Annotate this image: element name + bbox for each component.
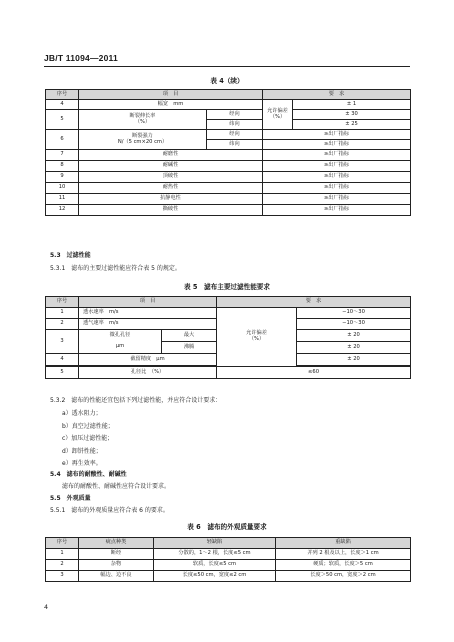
table6-caption: 表 6 滤布的外观质量要求: [187, 523, 267, 531]
table-cell: 2: [46, 560, 79, 571]
tolerance-label: 允许偏差 （%）: [263, 100, 293, 130]
table-cell: ≥出厂指标: [263, 130, 411, 140]
table-cell: ≥出厂指标: [263, 150, 411, 161]
table-cell: 顶破性: [79, 172, 263, 183]
section-5-4-title: 5.4 滤布的耐酸性、耐碱性: [50, 471, 127, 478]
tolerance-label: 允许偏差 （%）: [217, 308, 297, 367]
table-cell: 纬向: [207, 140, 263, 150]
table-cell: ± 20: [297, 330, 411, 342]
table-cell: ± 30: [293, 110, 411, 120]
table6-header-heavy: 重缺陷: [276, 538, 411, 549]
standard-code: JB/T 11094—2011: [44, 53, 118, 63]
list-item: e）再生效率。: [62, 460, 102, 467]
table-cell: 耐碱性: [79, 161, 263, 172]
table-cell: 截留精度 μm: [79, 354, 217, 366]
table-cell: 7: [46, 150, 79, 161]
table-cell: 透水速率 m/s: [79, 308, 217, 319]
list-item: b）真空过滤性能；: [62, 423, 114, 430]
table-cell: ≥出厂指标: [263, 172, 411, 183]
table-cell: −10～30: [297, 308, 411, 319]
list-item: a）透水阻力；: [62, 410, 102, 417]
table-cell: 长度≤50 cm，宽度≤2 cm: [154, 571, 276, 582]
table5-header-item: 项 目: [79, 297, 217, 308]
table-cell: 杂物: [79, 560, 154, 571]
table5: [45, 296, 411, 379]
table-cell: 8: [46, 161, 79, 172]
table-cell: 分散的，1～2 根，长度≤5 cm: [154, 549, 276, 560]
table-cell: ≥出厂指标: [263, 205, 411, 216]
table-cell: ± 1: [293, 100, 411, 110]
section-5-3-2-text: 5.3.2 滤布的性能还宜包括下列过滤性能，并应符合设计要求：: [50, 397, 222, 404]
table-cell: 11: [46, 194, 79, 205]
table-cell: 透气速率 m/s: [79, 319, 217, 330]
table-cell: 12: [46, 205, 79, 216]
header-rule: [44, 66, 410, 67]
table6-header-light: 轻缺陷: [154, 538, 276, 549]
table4-header-item: 项 目: [79, 90, 263, 100]
table-cell: 2: [46, 319, 79, 330]
table-cell: 1: [46, 549, 79, 560]
table-cell: 经向: [207, 110, 263, 120]
table-cell: 断经: [79, 549, 154, 560]
table-cell: 幅边、边不良: [79, 571, 154, 582]
table-cell: 并列 2 根及以上，长度＞1 cm: [276, 549, 411, 560]
table-cell: 4: [46, 100, 79, 110]
table5-caption: 表 5 滤布主要过滤性能要求: [183, 283, 270, 291]
table-cell: 孔径比 （%）: [79, 367, 217, 379]
section-5-3-title: 5.3 过滤性能: [50, 252, 91, 259]
section-5-5-1-text: 5.5.1 滤布的外观质量应符合表 6 的要求。: [50, 507, 169, 514]
table-cell: 耐磨性: [79, 150, 263, 161]
table-cell: 抗静电性: [79, 194, 263, 205]
page-number: 4: [44, 603, 49, 611]
table-cell: 9: [46, 172, 79, 183]
list-item: d）卸饼性能；: [62, 448, 102, 455]
table6-header-type: 疵点种类: [79, 538, 154, 549]
table-cell: −10～30: [297, 319, 411, 330]
table-cell: ≥出厂指标: [263, 194, 411, 205]
table-cell: 硬质；软质，长度＞5 cm: [276, 560, 411, 571]
section-5-4-text: 滤布的耐酸性、耐碱性应符合设计要求。: [62, 483, 171, 490]
table-cell: 幅宽 mm: [79, 100, 263, 110]
table4-caption: 表 4（续）: [210, 77, 244, 85]
table-cell: 微孔孔径 μm: [79, 330, 162, 354]
table-cell: 4: [46, 354, 79, 366]
section-5-3-1-text: 5.3.1 滤布的主要过滤性能应符合表 5 的规定。: [50, 265, 181, 272]
table-cell: 沸腾: [162, 342, 217, 354]
table-cell: ≥出厂指标: [263, 140, 411, 150]
table4: [45, 89, 411, 216]
table-cell: ≤60: [217, 367, 411, 379]
table-cell: 5: [46, 110, 79, 130]
table-cell: 经向: [207, 130, 263, 140]
table-cell: ± 20: [297, 354, 411, 366]
table-cell: 耐热性: [79, 183, 263, 194]
table-cell: 断裂伸长率 （%）: [79, 110, 207, 130]
table-cell: ≥出厂指标: [263, 161, 411, 172]
table6-header-no: 序号: [46, 538, 79, 549]
table-cell: 长度＞50 cm，宽度＞2 cm: [276, 571, 411, 582]
table-cell: 3: [46, 571, 79, 582]
table-cell: ≥出厂指标: [263, 183, 411, 194]
list-item: c）加压过滤性能；: [62, 435, 114, 442]
table-cell: 纬向: [207, 120, 263, 130]
table-cell: 断裂强力 N/（5 cm×20 cm）: [79, 130, 207, 150]
section-5-5-title: 5.5 外观质量: [50, 495, 91, 502]
table-cell: 1: [46, 308, 79, 319]
table-cell: 最大: [162, 330, 217, 342]
table-cell: ± 20: [297, 342, 411, 354]
table-cell: 5: [46, 367, 79, 379]
table-cell: 6: [46, 130, 79, 150]
table-cell: 3: [46, 330, 79, 354]
table-cell: 撕破性: [79, 205, 263, 216]
table-cell: 10: [46, 183, 79, 194]
table-cell: 软质，长度≤5 cm: [154, 560, 276, 571]
table4-header-no: 序号: [46, 90, 79, 100]
table6: [45, 537, 411, 582]
table-cell: ± 25: [293, 120, 411, 130]
table5-header-req: 要 求: [217, 297, 411, 308]
table4-header-req: 要 求: [263, 90, 411, 100]
table5-header-no: 序号: [46, 297, 79, 308]
